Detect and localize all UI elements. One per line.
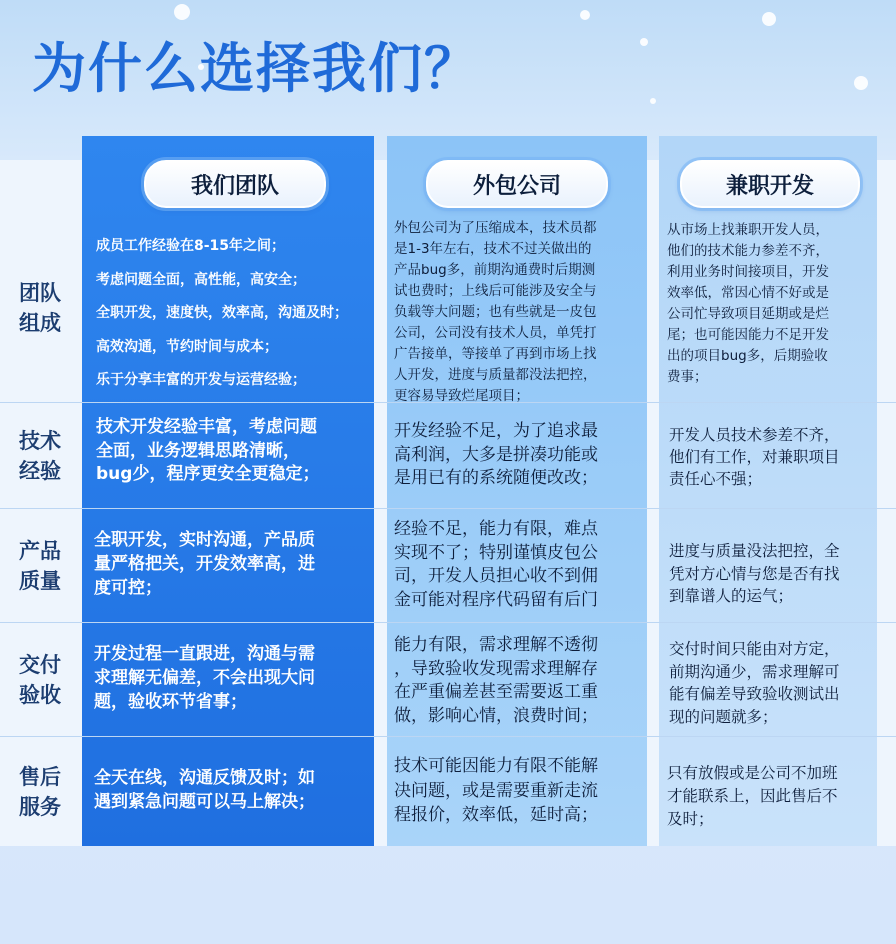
row-label-line: 技术 (19, 429, 61, 453)
cell-text-line: 及时； (667, 810, 714, 828)
cell-text-line: 全职开发，实时沟通，产品质 (94, 530, 315, 550)
cell-text-line: 公司忙导致项目延期或是烂 (667, 306, 829, 322)
cell-text-line: 乐于分享丰富的开发与运营经验； (96, 372, 306, 388)
cell-text-line: 他们的技术能力参差不齐， (667, 243, 829, 259)
our-team-cell (94, 528, 372, 600)
cell-text-line: 是用已有的系统随便改改； (394, 468, 598, 488)
column-header-our-team: 我们团队 (144, 160, 326, 208)
row-label (0, 404, 80, 508)
row-label (0, 624, 80, 736)
cell-text-line: 全天在线，沟通反馈及时；如 (94, 768, 315, 788)
cell-text-line: 只有放假或是公司不加班 (667, 764, 838, 782)
cell-text-line: 全职开发，速度快，效率高，沟通及时； (96, 305, 348, 321)
cell-text-line: 前期沟通少，需求理解可 (669, 662, 840, 681)
cell-text-line: 公司，公司没有技术人员，单凭打 (394, 325, 597, 341)
cell-text-line: 全面，业务逻辑思路清晰， (96, 440, 300, 461)
cell-text-line: 才能联系上，因此售后不 (667, 787, 838, 805)
sparkle-decoration (762, 12, 776, 26)
cell-text-line: 司，开发人员担心收不到佣 (394, 566, 598, 586)
cell-text-line: 从市场上找兼职开发人员， (667, 222, 829, 238)
cell-text-line: 交付时间只能由对方定， (669, 640, 840, 658)
row-label (0, 738, 80, 846)
cell-text-line: 尾；也可能因能力不足开发 (667, 327, 829, 343)
outsourcing-cell (394, 754, 644, 828)
page-title: 为什么选择我们？ (32, 37, 480, 100)
cell-text-line: 技术可能因能力有限不能解 (394, 756, 598, 776)
row-label (0, 510, 80, 622)
cell-text-line: 开发经验不足，为了追求最 (394, 421, 598, 441)
cell-text-line: 能力有限，需求理解不透彻 (394, 635, 598, 655)
cell-text-line: 广告接单，等接单了再到市场上找 (394, 346, 597, 362)
our-team-cell (96, 416, 374, 487)
our-team-cell (94, 642, 372, 714)
cell-text-line: 产品bug多，前期沟通费时后期测 (394, 262, 596, 278)
cell-text-line: 量严格把关，开发效率高，进 (94, 554, 315, 574)
cell-text-line: 经验不足，能力有限，难点 (394, 519, 598, 539)
row-label (0, 214, 80, 402)
freelance-cell (669, 540, 879, 608)
row-label-line: 售后 (19, 765, 61, 789)
freelance-cell (669, 638, 879, 728)
cell-text-line: 外包公司为了压缩成本，技术员都 (394, 220, 597, 236)
row-label-line: 团队 (19, 281, 61, 305)
row-divider (0, 508, 896, 509)
cell-text-line: 现的问题就多； (669, 707, 778, 726)
outsourcing-cell (394, 518, 644, 612)
sparkle-decoration (650, 98, 656, 104)
cell-text-line: 求理解无偏差，不会出现大问 (94, 668, 315, 688)
freelance-cell (667, 762, 877, 831)
row-label-line: 服务 (19, 795, 61, 819)
cell-text-line: 利用业务时间接项目，开发 (667, 264, 829, 280)
sparkle-decoration (174, 4, 190, 20)
cell-text-line: 是1-3年左右，技术不过关做出的 (394, 241, 592, 257)
freelance-cell (669, 424, 879, 490)
cell-text-line: 凭对方心情与您是否有找 (669, 564, 840, 583)
cell-text-line: 高效沟通，节约时间与成本； (96, 338, 278, 355)
cell-text-line: 出的项目bug多，后期验收 (667, 348, 828, 364)
cell-text-line: 责任心不强； (669, 470, 763, 488)
cell-text-line: 到靠谱人的运气； (669, 587, 794, 605)
cell-text-line: 效率低，常因心情不好或是 (667, 285, 829, 301)
cell-text-line: 决问题，或是需要重新走流 (394, 780, 598, 801)
cell-text-line: 金可能对程序代码留有后门 (394, 589, 598, 610)
cell-text-line: 考虑问题全面，高性能，高安全； (96, 271, 306, 288)
our-team-cell (94, 766, 372, 814)
cell-text-line: ，导致验收发现需求理解存 (394, 658, 598, 679)
cell-text-line: 遇到紧急问题可以马上解决； (94, 792, 315, 812)
column-header-freelance: 兼职开发 (680, 160, 860, 208)
cell-text-line: 程报价，效率低，延时高； (394, 805, 598, 825)
cell-text-line: 题，验收环节省事； (94, 692, 247, 712)
cell-text-line: 费事； (667, 369, 708, 385)
cell-text-line: 负载等大问题；也有些就是一皮包 (394, 304, 597, 320)
row-label-line: 组成 (19, 311, 61, 335)
cell-text-line: 试也费时；上线后可能涉及安全与 (394, 283, 597, 299)
cell-text-line: 在严重偏差甚至需要返工重 (394, 682, 598, 702)
cell-text-line: 高利润，大多是拼凑功能或 (394, 444, 598, 465)
freelance-cell (667, 220, 877, 388)
cell-text-line: 进度与质量没法把控，全 (669, 542, 840, 560)
row-label-line: 产品 (19, 539, 61, 563)
cell-text-line: 人开发，进度与质量都没法把控， (394, 367, 597, 383)
row-label-line: 验收 (19, 683, 61, 707)
row-label-line: 交付 (19, 653, 61, 677)
cell-text-line: 他们有工作，对兼职项目 (669, 448, 840, 466)
cell-text-line: bug少，程序更安全更稳定； (96, 464, 320, 484)
cell-text-line: 成员工作经验在8-15年之间； (96, 238, 286, 254)
cell-text-line: 技术开发经验丰富，考虑问题 (96, 417, 317, 437)
row-divider (0, 736, 896, 737)
column-header-outsourcing: 外包公司 (426, 160, 608, 208)
cell-text-line: 度可控； (94, 578, 162, 598)
outsourcing-cell (394, 218, 644, 407)
cell-text-line: 做，影响心情，浪费时间； (394, 705, 598, 726)
sparkle-decoration (854, 76, 868, 90)
row-label-line: 经验 (19, 459, 61, 483)
sparkle-decoration (640, 38, 648, 46)
sparkle-decoration (580, 10, 590, 20)
cell-text-line: 实现不了；特别谨慎皮包公 (394, 542, 598, 563)
outsourcing-cell (394, 634, 644, 728)
cell-text-line: 能有偏差导致验收测试出 (669, 685, 840, 703)
row-divider (0, 622, 896, 623)
outsourcing-cell (394, 420, 644, 491)
cell-text-line: 更容易导致烂尾项目； (394, 388, 529, 404)
cell-text-line: 开发过程一直跟进，沟通与需 (94, 644, 315, 664)
our-team-cell (96, 230, 374, 398)
cell-text-line: 开发人员技术参差不齐， (669, 426, 840, 444)
row-label-line: 质量 (19, 569, 61, 593)
